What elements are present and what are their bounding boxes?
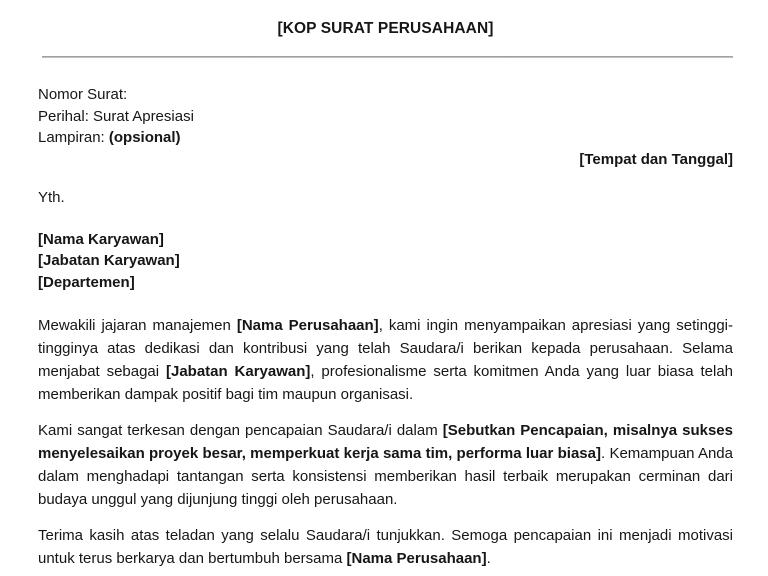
salutation: Yth. xyxy=(38,189,65,206)
placeholder-bold-text: [Nama Perusahaan] xyxy=(346,550,487,567)
meta-lampiran xyxy=(38,127,733,149)
letter-body xyxy=(38,314,733,570)
letterhead-title: [KOP SURAT PERUSAHAAN] xyxy=(277,20,494,37)
paragraph-text: . xyxy=(486,550,491,567)
recipient-block xyxy=(38,229,733,294)
letterhead-divider xyxy=(42,56,733,58)
recipient-name: [Nama Karyawan] xyxy=(38,230,164,248)
paragraph-text: Kami sangat terkesan dengan pencapaian Saudara/i dalam xyxy=(38,422,443,439)
meta-lampiran-label: Lampiran: xyxy=(38,129,109,146)
paragraph xyxy=(38,524,733,570)
paragraph-text: Mewakili jajaran manajemen xyxy=(38,317,237,334)
paragraph-text: , profesionalisme serta komitmen Anda yang luar biasa telah memberikan dampak positif bagi tim maupun organisasi. xyxy=(38,363,734,403)
meta-nomor-surat: Nomor Surat: xyxy=(38,86,128,103)
paragraph xyxy=(38,314,733,406)
recipient-title: [Jabatan Karyawan] xyxy=(38,252,180,269)
recipient-department: [Departemen] xyxy=(38,273,135,291)
paragraph-text: , kami ingin menyampaikan apresiasi yang setinggi-tingginya atas dedikasi dan kontribusi yang telah Saudara/i berikan kepada perusahaan. Selama menjabat sebagai xyxy=(38,317,733,380)
letter-meta xyxy=(38,84,733,149)
place-date-placeholder: [Tempat dan Tanggal] xyxy=(579,150,733,168)
paragraph xyxy=(38,419,733,511)
placeholder-bold-text: [Jabatan Karyawan] xyxy=(165,363,311,380)
placeholder-bold-text: [Sebutkan Pencapaian, misalnya sukses menyelesaikan proyek besar, memperkuat kerja sama tim, performa luar biasa] xyxy=(38,422,733,462)
meta-lampiran-value: (opsional) xyxy=(108,129,181,146)
meta-perihal: Perihal: Surat Apresiasi xyxy=(38,107,194,125)
placeholder-bold-text: [Nama Perusahaan] xyxy=(236,317,379,334)
paragraph-text: . Kemampuan Anda dalam menghadapi tantangan serta konsistensi memberikan hasil terbaik merupakan cerminan dari budaya unggul yang dijunjung tinggi oleh perusahaan. xyxy=(38,445,733,508)
paragraph-text: Terima kasih atas teladan yang selalu Saudara/i tunjukkan. Semoga pencapaian ini menjadi motivasi untuk terus berkarya dan bertumbuh bersama xyxy=(38,527,733,567)
